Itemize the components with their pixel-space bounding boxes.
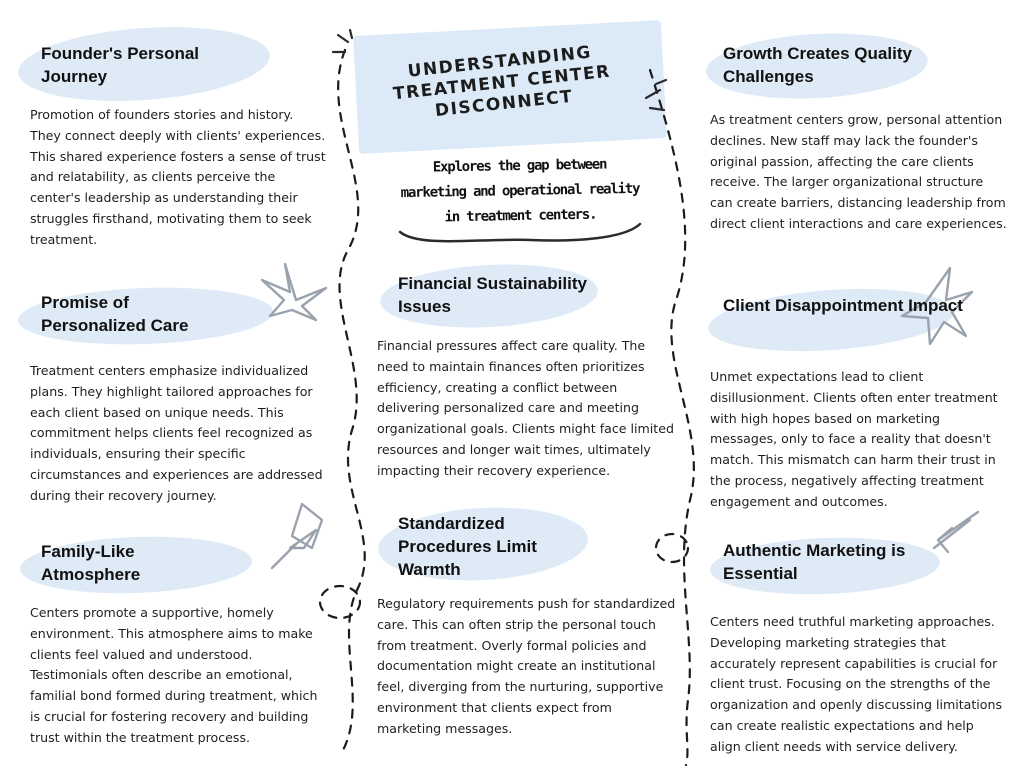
sparkle-right-icon bbox=[646, 80, 666, 110]
section-title-disappointment: Client Disappointment Impact bbox=[723, 296, 963, 315]
section-body-authentic: Centers need truthful marketing approaches. Developing marketing strategies that accurately represent capabilities is crucial for client trust. Focusing on the strengths of the organization and openly discussing limitations can create realistic expectations and help align client needs with service delivery. bbox=[710, 614, 1003, 754]
dashed-loop-left bbox=[320, 586, 360, 618]
page-subtitle: Explores the gap between marketing and operational reality in treatment centers. bbox=[400, 156, 640, 226]
section-title-authentic: Authentic Marketing is Essential bbox=[723, 541, 906, 583]
section-title-founder: Founder's Personal Journey bbox=[41, 44, 200, 86]
section-title-financial: Financial Sustainability Issues bbox=[398, 274, 587, 316]
section-title-standardized: Standardized Procedures Limit Warmth bbox=[398, 514, 537, 579]
section-title-growth: Growth Creates Quality Challenges bbox=[723, 44, 912, 86]
page-title: UNDERSTANDING TREATMENT CENTER DISCONNECT bbox=[392, 42, 612, 122]
section-body-standardized: Regulatory requirements push for standardized care. This can often strip the personal touch from treatment. Overly formal policies and documentation might create an institutional feel, diverging from the nurturing, supportive environment that clients expect from marketing messages. bbox=[377, 596, 676, 736]
section-body-personalized: Treatment centers emphasize individualized plans. They highlight tailored approaches for each client based on unique needs. This commitment helps clients feel recognized as individuals, ensuring their specific circumstances and experiences are addressed during their recovery journey. bbox=[30, 363, 323, 503]
pushpin-doodle-icon bbox=[272, 504, 322, 568]
dashed-divider-left bbox=[338, 50, 365, 752]
section-title-family: Family-Like Atmosphere bbox=[41, 542, 141, 584]
section-body-founder: Promotion of founders stories and history. They connect deeply with clients' experiences. This shared experience fosters a sense of trust and relatability, as clients perceive the center's leadership as understanding their struggles firsthand, motivating them to seek treatment. bbox=[30, 107, 326, 247]
section-body-disappointment: Unmet expectations lead to client disillusionment. Clients often enter treatment with high hopes based on marketing messages, only to face a reality that doesn't match. This mismatch can harm their trust in the process, negatively affecting treatment engagement and outcomes. bbox=[710, 369, 998, 509]
section-body-growth: As treatment centers grow, personal attention declines. New staff may lack the founder's original passion, affecting the care clients receive. The larger organizational structure can create barriers, distancing leadership from direct client interactions and care experiences. bbox=[710, 112, 1007, 231]
section-body-financial: Financial pressures affect care quality. The need to maintain finances often prioritizes efficiency, creating a conflict between delivering personalized care and meeting organizational goals. Clients might face limited resources and longer wait times, ultimately impacting their recovery experience. bbox=[377, 338, 674, 478]
sparkle-left-icon bbox=[333, 30, 352, 52]
section-body-family: Centers promote a supportive, homely environment. This atmosphere aims to make clients feel valued and understood. Testimonials often describe an emotional, familial bond formed during treatment, which is crucial for fostering recovery and building trust within the treatment process. bbox=[30, 605, 318, 745]
star-doodle-icon bbox=[262, 264, 326, 320]
section-title-personalized: Promise of Personalized Care bbox=[41, 293, 189, 335]
